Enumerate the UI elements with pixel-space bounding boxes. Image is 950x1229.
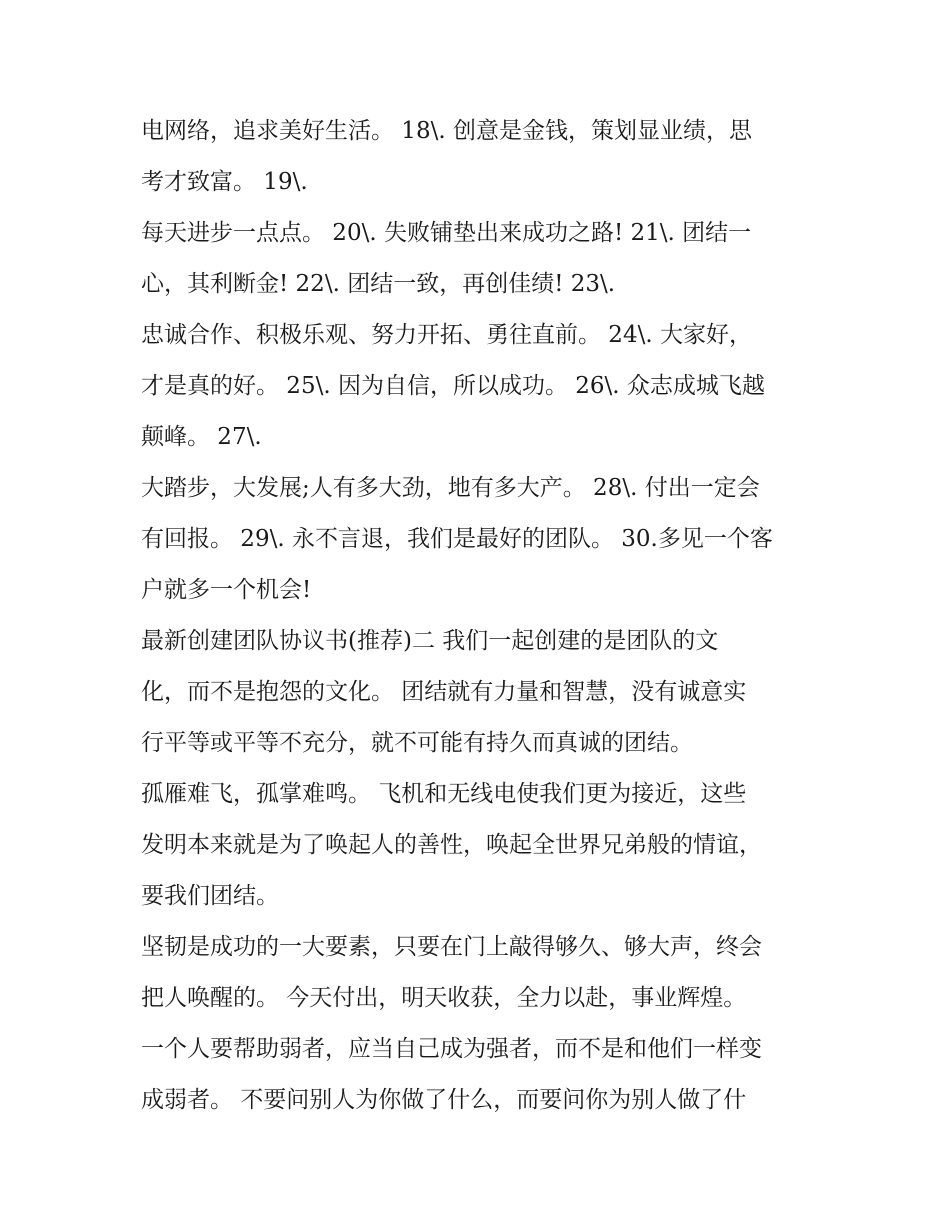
text-line: 才是真的好。 25\. 因为自信，所以成功。 26\. 众志成城飞越	[141, 373, 765, 399]
text-line: 每天进步一点点。 20\. 失败铺垫出来成功之路! 21\. 团结一	[141, 220, 752, 246]
text-line: 化，而不是抱怨的文化。 团结就有力量和智慧，没有诚意实	[141, 679, 747, 705]
document-body	[141, 106, 831, 1126]
text-line: 要我们团结。	[141, 883, 279, 909]
text-line: 把人唤醒的。 今天付出，明天收获，全力以赴，事业辉煌。	[141, 985, 747, 1011]
text-line: 一个人要帮助弱者，应当自己成为强者，而不是和他们一样变	[141, 1036, 762, 1062]
text-line: 户就多一个机会!	[141, 577, 312, 603]
text-line: 考才致富。 19\.	[141, 169, 308, 195]
text-line: 坚韧是成功的一大要素，只要在门上敲得够久、够大声，终会	[141, 934, 762, 960]
text-line: 颠峰。 27\.	[141, 424, 262, 450]
text-line: 大踏步，大发展;人有多大劲，地有多大产。 28\. 付出一定会	[141, 475, 760, 501]
text-line: 心，其利断金! 22\. 团结一致，再创佳绩! 23\.	[141, 271, 616, 297]
text-line: 最新创建团队协议书(推荐)二 我们一起创建的是团队的文	[141, 628, 719, 654]
text-line: 孤雁难飞，孤掌难鸣。 飞机和无线电使我们更为接近，这些	[141, 781, 747, 807]
text-line: 行平等或平等不充分，就不可能有持久而真诚的团结。	[141, 730, 693, 756]
text-line: 忠诚合作、积极乐观、努力开拓、勇往直前。 24\. 大家好，	[141, 322, 752, 348]
text-line: 电网络，追求美好生活。 18\. 创意是金钱，策划显业绩，思	[141, 118, 752, 144]
text-line: 成弱者。 不要问别人为你做了什么，而要问你为别人做了什	[141, 1087, 747, 1113]
text-line: 发明本来就是为了唤起人的善性，唤起全世界兄弟般的情谊，	[141, 832, 762, 858]
text-line: 有回报。 29\. 永不言退，我们是最好的团队。 30.多见一个客	[141, 526, 773, 552]
